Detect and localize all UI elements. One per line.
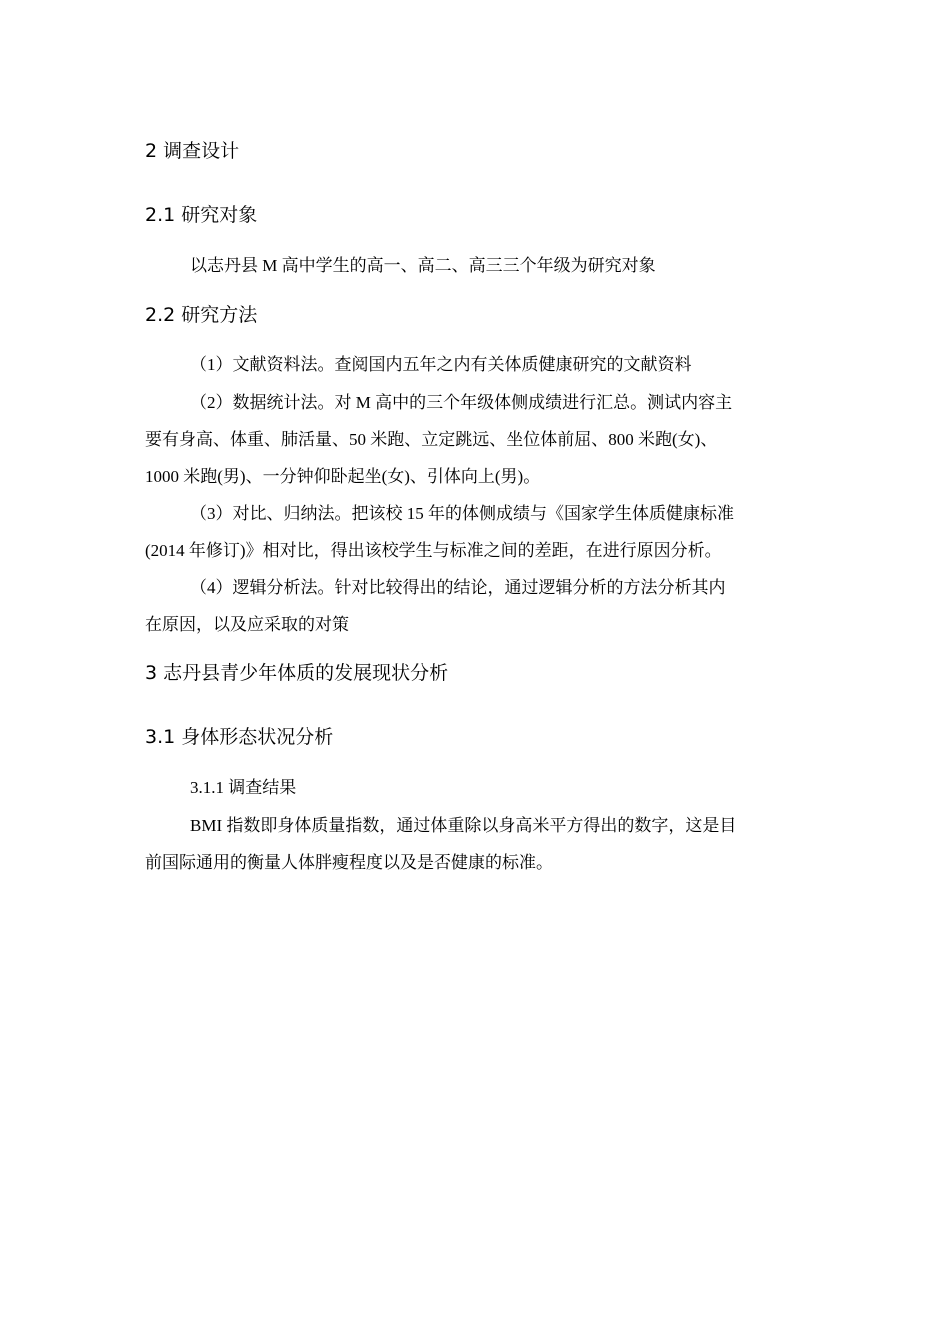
method-logic-line-2: 在原因，以及应采取的对策: [145, 615, 349, 634]
heading-research-methods: 2.2 研究方法: [145, 304, 258, 326]
method-literature: （1）文献资料法。查阅国内五年之内有关体质健康研究的文献资料: [190, 355, 692, 374]
method-statistics-line-1: （2）数据统计法。对 M 高中的三个年级体侧成绩进行汇总。测试内容主: [190, 393, 733, 412]
method-comparison-line-1: （3）对比、归纳法。把该校 15 年的体侧成绩与《国家学生体质健康标准: [190, 504, 734, 523]
paragraph-research-subject: 以志丹县 M 高中学生的高一、高二、高三三个年级为研究对象: [190, 256, 656, 275]
paragraph-bmi-line-1: BMI 指数即身体质量指数，通过体重除以身高米平方得出的数字，这是目: [190, 816, 737, 835]
method-statistics-line-2: 要有身高、体重、肺活量、50 米跑、立定跳远、坐位体前屈、800 米跑(女)、: [145, 430, 718, 449]
heading-development-analysis: 3 志丹县青少年体质的发展现状分析: [145, 662, 449, 684]
method-logic-line-1: （4）逻辑分析法。针对比较得出的结论，通过逻辑分析的方法分析其内: [190, 578, 726, 597]
heading-body-shape-analysis: 3.1 身体形态状况分析: [145, 726, 334, 748]
heading-research-subject: 2.1 研究对象: [145, 204, 258, 226]
method-statistics-line-3: 1000 米跑(男)、一分钟仰卧起坐(女)、引体向上(男)。: [145, 467, 541, 486]
paragraph-bmi-line-2: 前国际通用的衡量人体胖瘦程度以及是否健康的标准。: [145, 853, 553, 872]
subheading-survey-results: 3.1.1 调查结果: [190, 778, 297, 797]
heading-survey-design: 2 调查设计: [145, 140, 240, 162]
method-comparison-line-2: (2014 年修订)》相对比，得出该校学生与标准之间的差距，在进行原因分析。: [145, 541, 722, 560]
